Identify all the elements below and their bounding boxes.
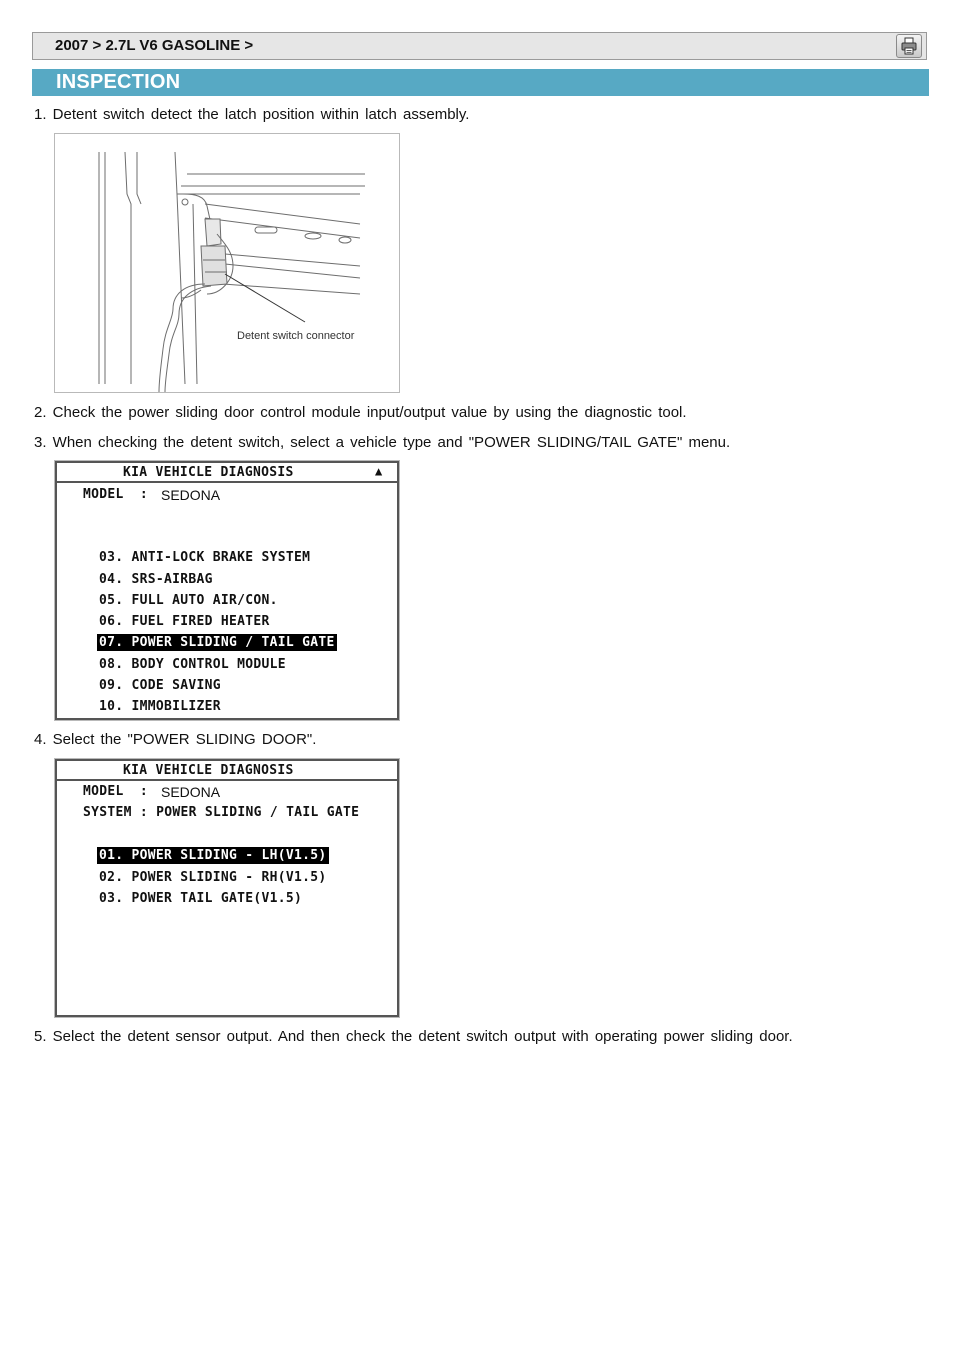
screen1-body <box>55 481 399 720</box>
menu-item[interactable]: 06. FUEL FIRED HEATER <box>99 614 270 629</box>
menu-item-selected[interactable]: 07. POWER SLIDING / TAIL GATE <box>99 635 335 650</box>
printer-icon <box>900 37 918 55</box>
step-2: 2. Check the power sliding door control module input/output value by using the diagnostic tool. <box>34 404 687 421</box>
screen2-body <box>55 779 399 1017</box>
scroll-up-icon[interactable]: ▲ <box>375 464 383 478</box>
detent-switch-illustration <box>55 134 399 392</box>
screen2-title: KIA VEHICLE DIAGNOSIS <box>123 763 294 778</box>
step-4: 4. Select the "POWER SLIDING DOOR". <box>34 731 317 748</box>
menu-item[interactable]: 09. CODE SAVING <box>99 678 221 693</box>
breadcrumb-text: 2007 > 2.7L V6 GASOLINE > <box>55 37 254 54</box>
menu-item[interactable]: 04. SRS-AIRBAG <box>99 572 213 587</box>
print-button[interactable] <box>896 34 922 58</box>
menu-item-selected[interactable]: 01. POWER SLIDING - LH(V1.5) <box>99 848 327 863</box>
screen1-title: KIA VEHICLE DIAGNOSIS <box>123 465 294 480</box>
screen2-model-value: SEDONA <box>161 784 221 800</box>
screen2-model-label: MODEL : <box>83 784 149 799</box>
menu-item[interactable]: 03. POWER TAIL GATE(V1.5) <box>99 891 303 906</box>
figure-detent-switch <box>54 133 400 393</box>
section-title: INSPECTION <box>56 71 181 93</box>
step-1: 1. Detent switch detect the latch position within latch assembly. <box>34 106 470 123</box>
section-header <box>32 69 929 96</box>
screen2-system-line: SYSTEM : POWER SLIDING / TAIL GATE <box>83 805 360 820</box>
figure-power-sliding-menu <box>54 758 400 1018</box>
step-5: 5. Select the detent sensor output. And then check the detent switch output with operating power sliding door. <box>34 1028 793 1045</box>
screen1-title-bar <box>55 461 399 483</box>
screen1-model-label: MODEL : <box>83 487 149 502</box>
figure-system-menu <box>54 460 400 721</box>
step-3: 3. When checking the detent switch, select a vehicle type and "POWER SLIDING/TAIL GATE" menu. <box>34 434 731 451</box>
callout-detent-switch-connector: Detent switch connector <box>237 330 355 342</box>
menu-item[interactable]: 02. POWER SLIDING - RH(V1.5) <box>99 870 327 885</box>
menu-item[interactable]: 08. BODY CONTROL MODULE <box>99 657 286 672</box>
menu-item[interactable]: 10. IMMOBILIZER <box>99 699 221 714</box>
menu-item[interactable]: 05. FULL AUTO AIR/CON. <box>99 593 278 608</box>
screen1-model-value: SEDONA <box>161 487 221 503</box>
screen2-title-bar <box>55 759 399 781</box>
breadcrumb <box>32 32 927 60</box>
menu-item[interactable]: 03. ANTI-LOCK BRAKE SYSTEM <box>99 550 311 565</box>
